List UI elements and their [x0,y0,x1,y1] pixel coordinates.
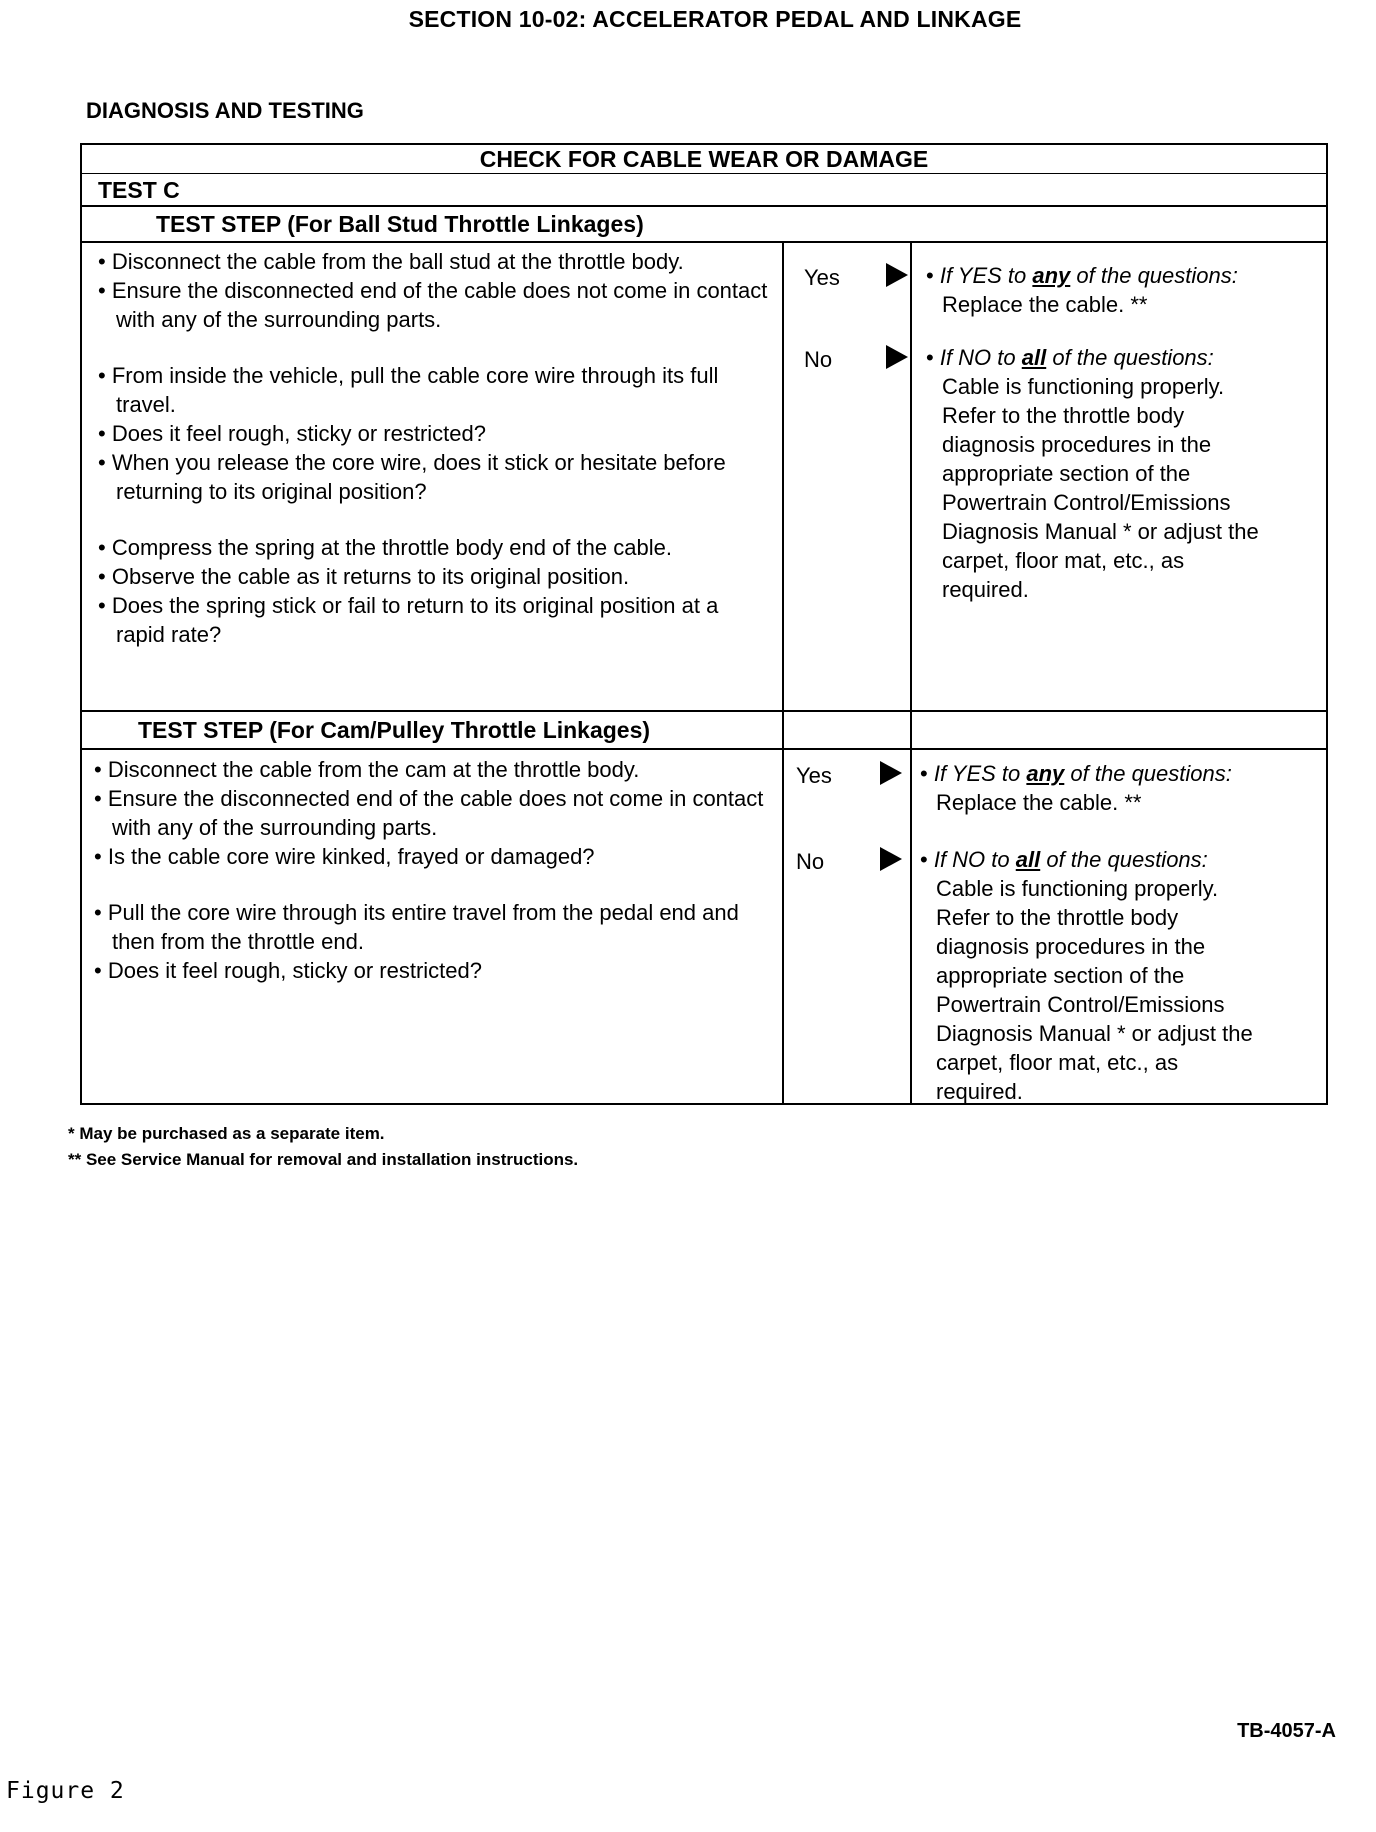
ball-stud-yes-result: • If YES to any of the questions: Replace the cable. ** [926,263,1238,317]
list-item: • Observe the cable as it returns to its original position. [98,564,630,589]
arrow-right-icon [880,847,902,871]
cam-pulley-heading: TEST STEP (For Cam/Pulley Throttle Linkages) [138,717,651,743]
subtitle: DIAGNOSIS AND TESTING [86,98,364,123]
section-title: SECTION 10-02: ACCELERATOR PEDAL AND LINKAGE [408,6,1022,32]
no-label: No [796,849,825,874]
ball-stud-heading: TEST STEP (For Ball Stud Throttle Linkages) [156,211,644,237]
test-label: TEST C [98,177,180,203]
list-item: • Pull the core wire through its entire travel from the pedal end and then from the throttle end. [94,900,739,954]
list-item: • Ensure the disconnected end of the cable does not come in contact with any of the surrounding parts. [94,786,764,840]
arrow-right-icon [886,345,908,369]
footnote: * May be purchased as a separate item. [68,1124,385,1143]
ball-stud-steps [98,247,768,649]
list-item: • Does the spring stick or fail to return to its original position at a rapid rate? [98,593,719,647]
table-title: CHECK FOR CABLE WEAR OR DAMAGE [479,146,929,172]
list-item: • Ensure the disconnected end of the cable does not come in contact with any of the surrounding parts. [98,278,768,332]
cam-pulley-steps [94,755,770,985]
arrow-right-icon [880,761,902,785]
list-item: • Does it feel rough, sticky or restricted? [94,958,482,983]
cam-pulley-yes-result: • If YES to any of the questions: Replace the cable. ** [920,761,1232,815]
yes-label: Yes [796,763,832,788]
list-item: • Does it feel rough, sticky or restricted? [98,421,486,446]
ball-stud-no-result: • If NO to all of the questions: Cable is functioning properly. Refer to the throttle body diagnosis procedures in the appropriate section of the Powertrain Control/Emissions Diagnosis Manual * or adjust the carpet, floor mat, etc., as required. [926,345,1259,602]
figure-label: Figure 2 [6,1778,125,1804]
list-item: • Disconnect the cable from the cam at the throttle body. [94,757,640,782]
list-item: • Is the cable core wire kinked, frayed or damaged? [94,844,595,869]
list-item: • Compress the spring at the throttle body end of the cable. [98,535,672,560]
arrow-right-icon [886,263,908,287]
footnote: ** See Service Manual for removal and installation instructions. [68,1150,579,1169]
list-item: • When you release the core wire, does it stick or hesitate before returning to its original position? [98,450,726,504]
no-label: No [804,347,833,372]
test-table [80,143,1328,1105]
yes-label: Yes [804,265,840,290]
list-item: • From inside the vehicle, pull the cable core wire through its full travel. [98,363,719,417]
figure-code: TB-4057-A [1237,1720,1336,1742]
list-item: • Disconnect the cable from the ball stud at the throttle body. [98,249,684,274]
cam-pulley-no-result: • If NO to all of the questions: Cable is functioning properly. Refer to the throttle body diagnosis procedures in the appropriate section of the Powertrain Control/Emissions Diagnosis Manual * or adjust the carpet, floor mat, etc., as required. [920,847,1253,1104]
